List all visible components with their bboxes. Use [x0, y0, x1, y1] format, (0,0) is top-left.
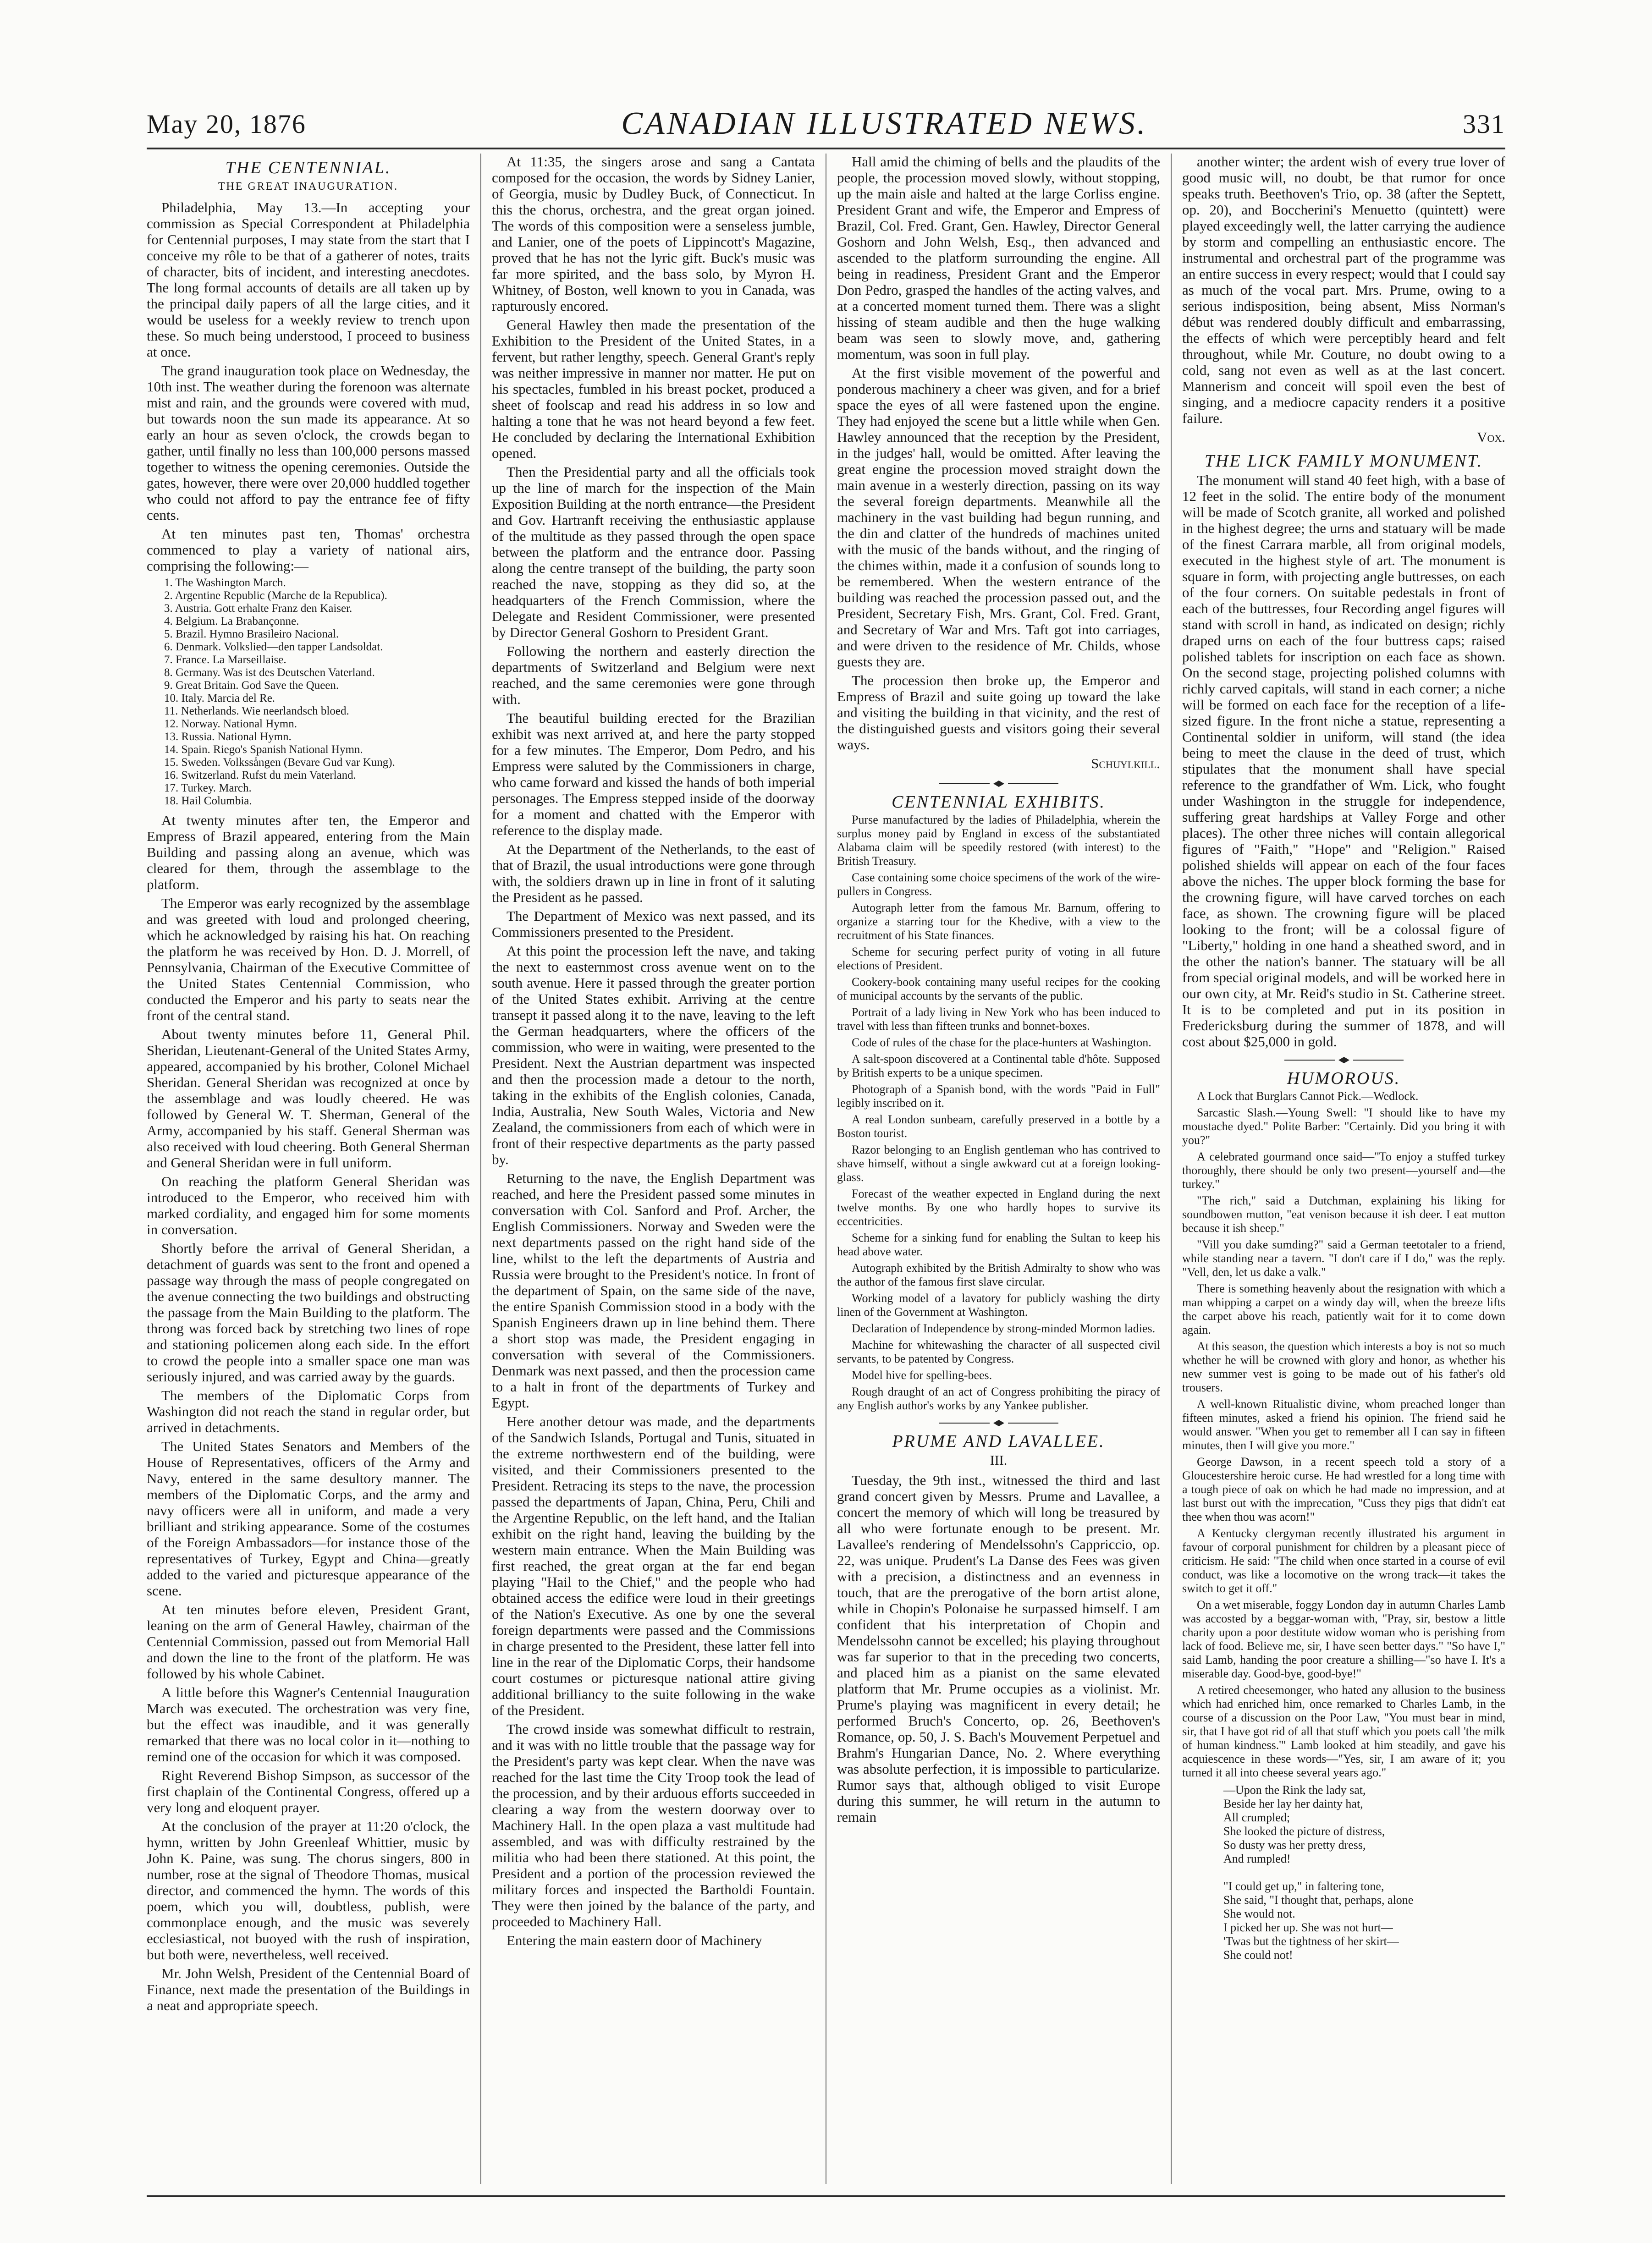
prume-part-number: III. — [990, 1453, 1008, 1468]
text-block: "Vill you dake sumding?" said a German teetotaler to a friend, while standing near a tavern. "I don't care if I do," was the reply. "Vell, den, let us dake a valk." — [1182, 1238, 1505, 1279]
column-divider — [480, 154, 481, 2184]
lick-paragraphs — [1182, 472, 1505, 1050]
columns — [147, 154, 1505, 2184]
text-block: 17. Turkey. March. — [164, 782, 252, 794]
anthem-list — [164, 577, 470, 808]
text-block: And rumpled! — [1223, 1852, 1291, 1865]
column-2 — [492, 154, 815, 2184]
exhibits-title: CENTENNIAL EXHIBITS. — [892, 792, 1106, 812]
text-block: The monument will stand 40 feet high, with a base of 12 feet in the solid. The entire body of the monument will be made of Scotch granite, all worked and polished in the highest degree; the urns and statuary will be made of the finest Carrara marble, all from original models, executed in the highest style of art. The monument is square in form, with projecting angle buttresses, on each of the four corners. On suitable pedestals in front of each of the buttresses, four Recording angel figures will stand with scroll in hand, as indicated on design; richly draped urns on each of the four buttress caps; raised polished tablets for inscription on each face as shown. On the second stage, projecting polished columns with richly carved capitals, will stand in each corner; a niche will be formed on each face for the reception of a life-sized figure. In the front niche a statue, representing a Continental soldier in uniform, will stand (the idea being to meet the clause in the deed of trust, which stipulates that the monument shall have special reference to the grandfather of Wm. Lick, who fought under Washington in the struggle for independence, suffering great hardships at Valley Forge and other places). The other three niches will contain allegorical figures of "Faith," "Hope" and "Religion." Raised polished shields will appear on each of the four faces above the niches. The upper block forming the base for the crowning figure, will have carved torches on each face, as shown. The crowning figure will be placed looking to the front; will be a colossal figure of "Liberty," holding in one hand a sheathed sword, and in the other the nation's banner. The statuary will be all from special original models, and will be worked here in our own city, at Mr. Reid's studio in St. Catherine street. It is to be completed and put in its position in Fredericksburg during the summer of 1878, and will cost about $25,000 in gold. — [1182, 472, 1505, 1050]
text-block — [1223, 1866, 1505, 1880]
text-block: —Upon the Rink the lady sat, — [1223, 1783, 1366, 1797]
text-block: A little before this Wagner's Centennial Inauguration March was executed. The orchestration was very fine, but the effect was inaudible, and it was generally remarked that there was no local color in it—nothing to remind one of the occasion for which it was composed. — [147, 1684, 470, 1765]
text-block: another winter; the ardent wish of every true lover of good music will, no doubt, be that rumor for once speaks truth. Beethoven's Trio, op. 38 (after the Septett, op. 20), and Boccherini's Menuetto (quintett) were played exceedingly well, the latter carrying the audience by storm and compelling an enthusiastic encore. The instrumental and orchestral part of the programme was an entire success in every respect; would that I could say as much of the vocal part. Mrs. Prume, owing to a serious indisposition, being absent, Miss Norman's début was rendered doubly difficult and embarrassing, the effects of which were perceptibly heard and felt throughout, while Mr. Couture, no doubt owing to a cold, sang not even as well as at the last concert. Mannerism and conceit will spoil even the best of singing, and a mediocre capacity renders it a positive failure. — [1182, 154, 1505, 426]
text-block: 4. Belgium. La Brabançonne. — [164, 615, 299, 627]
col3-paragraphs — [837, 154, 1160, 753]
text-block: 3. Austria. Gott erhalte Franz den Kaiser. — [164, 602, 352, 615]
text-block: Cookery-book containing many useful recipes for the cooking of municipal accounts by the servants of the public. — [837, 975, 1160, 1002]
col2-paragraphs — [492, 154, 815, 1948]
ornament-divider-icon — [1284, 1056, 1404, 1064]
text-block: At this season, the question which interests a boy is not so much whether he will be crowned with glory and honor, as whether his new summer vest is going to be made out of his father's old trousers. — [1182, 1340, 1505, 1394]
col1-paragraphs — [147, 199, 470, 574]
text-block: Shortly before the arrival of General Sheridan, a detachment of guards was sent to the front and opened a passage way through the mass of people congregated on the avenue connecting the two buildings and obstructing the passage from the Main Building to the platform. The throng was forced back by stretching two lines of rope and stationing policemen along each side. In the effort to crowd the people into a smaller space one man was seriously injured, and was carried away by the guards. — [147, 1240, 470, 1385]
text-block: 15. Sweden. Volkssången (Bevare Gud var Kung). — [164, 756, 395, 769]
text-block: The crowd inside was somewhat difficult to restrain, and it was with no little trouble that the passage way for the President's party was kept clear. When the nave was reached for the last time the City Troop took the lead of the procession, and by their arduous efforts succeeded in clearing a way from the western doorway over to Machinery Hall. In the open plaza a vast multitude had assembled, and was with difficulty restrained by the militia who had been there stationed. At this point, the President and a portion of the procession reviewed the military forces and inspected the Bartholdi Fountain. They were then joined by the balance of the party, and proceeded to Machinery Hall. — [492, 1721, 815, 1930]
humorous-list — [1182, 1089, 1505, 1780]
newspaper-title: CANADIAN ILLUSTRATED NEWS. — [621, 106, 1148, 141]
text-block: Right Reverend Bishop Simpson, as successor of the first chaplain of the Continental Congress, offered up a very long and eloquent prayer. — [147, 1767, 470, 1815]
text-block: 1. The Washington March. — [164, 577, 286, 589]
issue-date: May 20, 1876 — [147, 109, 306, 139]
column-divider — [1171, 154, 1172, 2184]
text-block: Following the northern and easterly direction the departments of Switzerland and Belgium were next reached, and the same ceremonies were gone through with. — [492, 643, 815, 707]
text-block: At the Department of the Netherlands, to the east of that of Brazil, the usual introductions were gone through with, the soldiers drawn up in line in front of it saluting the President as he passed. — [492, 841, 815, 905]
text-block: A celebrated gourmand once said—"To enjoy a stuffed turkey thoroughly, there should be only two present—yourself and—the turkey." — [1182, 1150, 1505, 1191]
column-1 — [147, 154, 470, 2184]
text-block: She said, "I thought that, perhaps, alone — [1223, 1893, 1414, 1907]
text-block: Autograph exhibited by the British Admiralty to show who was the author of the famous first slave circular. — [837, 1261, 1160, 1288]
masthead — [147, 103, 1505, 144]
text-block: Razor belonging to an English gentleman who has contrived to shave himself, without a single awkward cut at a foreign looking-glass. — [837, 1143, 1160, 1184]
text-block: At this point the procession left the nave, and taking the next to easternmost cross avenue went on to the south avenue. Here it passed through the greater portion of the United States exhibit. Arriving at the centre transept it passed along it to the nave, leaving to the left the German headquarters, where the officers of the commission, who were in waiting, were presented to the President. Next the Austrian department was inspected and then the procession made a detour to the north, taking in the exhibits of the English colonies, Canada, India, Australia, New South Wales, Victoria and New Zealand, the commissioners from each of which were in front of their respective departments as the party passed by. — [492, 943, 815, 1167]
text-block: The Department of Mexico was next passed, and its Commissioners presented to the President. — [492, 908, 815, 940]
text-block: George Dawson, in a recent speech told a story of a Gloucestershire heroic curse. He had wrestled for a long time with a tough piece of oak on which he had made no impression, and at last burst out with the imprecation, "Cuss they pigs that didn't eat thee when thou was acorn!" — [1182, 1455, 1505, 1523]
text-block: Forecast of the weather expected in England during the next twelve months. By one who hardly hopes to survive its eccentricities. — [837, 1187, 1160, 1228]
text-block: Sarcastic Slash.—Young Swell: "I should like to have my moustache dyed." Polite Barber: "Certainly. Did you bring it with you?" — [1182, 1106, 1505, 1147]
signature-vox: Vox. — [1477, 429, 1505, 445]
text-block: Returning to the nave, the English Department was reached, and here the President passed some minutes in conversation with Col. Sanford and Prof. Archer, the English Commissioners. Norway and Sweden were the next departments passed on the right hand side of the line, whilst to the left the departments of Austria and Russia were brought to the President's notice. In front of the department of Spain, on the same side of the nave, the entire Spanish Commission stood in a body with the Spanish Engineers drawn up in line behind them. There a short stop was made, the President engaging in conversation with several of the Commissioners. Denmark was next passed, and then the procession came to a halt in front of the departments of Turkey and Egypt. — [492, 1170, 815, 1411]
text-block: She could not! — [1223, 1948, 1293, 1962]
text-block: Then the Presidential party and all the officials took up the line of march for the inspection of the Main Exposition Building at the north entrance—the President and Gov. Hartranft receiving the enthusiastic applause of the multitude as they passed through the open space between the platform and the entrance door. Passing along the centre transept of the building, the party soon reached the nave, stopping as they did so, at the headquarters of the French Commission, where the Delegate and Resident Commissioner, were presented by Director General Goshorn to President Grant. — [492, 464, 815, 640]
text-block: The procession then broke up, the Emperor and Empress of Brazil and suite going up toward the lake and visiting the building in that vicinity, and the rest of the distinguished guests and visitors going their several ways. — [837, 672, 1160, 753]
text-block: General Hawley then made the presentation of the Exhibition to the President of the United States, in a fervent, but rather lengthy, speech. General Grant's reply was neither impressive in manner nor matter. He put on his spectacles, fumbled in his breast pocket, produced a sheet of foolscap and read his address in so low and halting a tone that he was not heard beyond a few feet. He concluded by declaring the International Exhibition opened. — [492, 317, 815, 461]
text-block: 11. Netherlands. Wie neerlandsch bloed. — [164, 705, 349, 717]
text-block: Photograph of a Spanish bond, with the words "Paid in Full" legibly inscribed on it. — [837, 1083, 1160, 1110]
text-block: Tuesday, the 9th inst., witnessed the third and last grand concert given by Messrs. Prume and Lavallee, a concert the memory of which will long be treasured by all who were fortunate enough to be present. Mr. Lavallee's rendering of Mendelssohn's Cappriccio, op. 22, was unique. Prudent's La Danse des Fees was given with a precision, a distinctness and an evenness in touch, that are the prerogative of the born artist alone, while in Chopin's Polonaise he surpassed himself. I am confident that his interpretation of Chopin and Mendelssohn cannot be excelled; his playing throughout was far superior to that in the preceding two concerts, and placed him as a pianist on the same elevated platform that Mr. Prume occupies as a violinist. Mr. Prume's playing was magnificent in every detail; he performed Bruch's Concerto, op. 26, Beethoven's Romance, op. 50, J. S. Bach's Mouvement Perpetuel and Brahm's Hungarian Dance, No. 2. Where everything was absolute perfection, it is impossible to particularize. Rumor says that, although obliged to visit Europe during this summer, he will return in the autumn to remain — [837, 1472, 1160, 1825]
text-block: 6. Denmark. Volkslied—den tapper Landsoldat. — [164, 641, 383, 653]
text-block: 8. Germany. Was ist des Deutschen Vaterland. — [164, 666, 375, 679]
text-block: Model hive for spelling-bees. — [852, 1369, 992, 1382]
text-block: 18. Hail Columbia. — [164, 795, 252, 807]
text-block: Scheme for a sinking fund for enabling the Sultan to keep his head above water. — [837, 1231, 1160, 1258]
text-block: A Kentucky clergyman recently illustrated his argument in favour of corporal punishment for children by a pleasant piece of criticism. He said: "The child when once started in a course of evil conduct, was like a locomotive on the wrong track—it takes the switch to get it off." — [1182, 1527, 1505, 1595]
text-block: The Emperor was early recognized by the assemblage and was greeted with loud and prolonged cheering, which he acknowledged by raising his hat. On reaching the platform he was received by Hon. D. J. Morrell, of Pennsylvania, Chairman of the Executive Committee of the United States Centennial Commission, who conducted the Emperor and his party to seats near the front of the central stand. — [147, 895, 470, 1023]
text-block: Machine for whitewashing the character of all suspected civil servants, to be patented by Congress. — [837, 1338, 1160, 1365]
text-block: All crumpled; — [1223, 1811, 1290, 1824]
column-3 — [837, 154, 1160, 2184]
text-block: Purse manufactured by the ladies of Philadelphia, wherein the surplus money paid by England in excess of the substantiated Alabama claim will be speedily restored (with interest) to the British Treasury. — [837, 813, 1160, 868]
text-block: 10. Italy. Marcia del Re. — [164, 692, 275, 704]
text-block: 16. Switzerland. Rufst du mein Vaterland. — [164, 769, 356, 781]
text-block: "The rich," said a Dutchman, explaining his liking for soundbowen mutton, "eat venison because it ish deer. I eat mutton because it ish sheep." — [1182, 1194, 1505, 1235]
text-block: Code of rules of the chase for the place-hunters at Washington. — [852, 1036, 1151, 1049]
prume-paragraphs — [837, 1472, 1160, 1825]
text-block: 7. France. La Marseillaise. — [164, 654, 286, 666]
text-block: At the conclusion of the prayer at 11:20 o'clock, the hymn, written by John Greenleaf Whittier, music by John K. Paine, was sung. The chorus singers, 800 in number, rose at the signal of Theodore Thomas, musical director, and commenced the hymn. The words of this poem, which you will, doubtless, publish, were commonplace enough, and the music was severely ecclesiastical, not buoyed with the rush of inspiration, but both were, nevertheless, well received. — [147, 1818, 470, 1963]
text-block: She looked the picture of distress, — [1223, 1825, 1385, 1838]
text-block: Declaration of Independence by strong-minded Mormon ladies. — [852, 1322, 1156, 1335]
exhibits-list — [837, 813, 1160, 1413]
text-block: So dusty was her pretty dress, — [1223, 1838, 1366, 1852]
text-block: At ten minutes past ten, Thomas' orchestra commenced to play a variety of national airs, comprising the following:— — [147, 526, 470, 574]
signature-schuylkill: Schuylkill. — [1091, 755, 1160, 771]
text-block: Case containing some choice specimens of the work of the wire-pullers in Congress. — [837, 871, 1160, 898]
lick-monument-title: THE LICK FAMILY MONUMENT. — [1204, 451, 1483, 471]
text-block: The beautiful building erected for the Brazilian exhibit was next arrived at, and here the party stopped for a few minutes. The Emperor, Dom Pedro, and his Empress were saluted by the Commissioners in charge, who came forward and kissed the hands of both imperial personages. The Empress stepped inside of the doorway for a moment and chatted with the Emperor with reference to the display made. — [492, 710, 815, 838]
text-block: A Lock that Burglars Cannot Pick.—Wedlock. — [1197, 1089, 1419, 1103]
text-block: A well-known Ritualistic divine, whom preached longer than fifteen minutes, asked a friend his opinion. The friend said he would answer. "When you get to remember all I can say in fifteen minutes, then I will give you more." — [1182, 1397, 1505, 1452]
text-block: Entering the main eastern door of Machinery — [507, 1932, 762, 1948]
text-block: Hall amid the chiming of bells and the plaudits of the people, the procession moved slowly, without stopping, up the main aisle and halted at the large Corliss engine. President Grant and wife, the Emperor and Empress of Brazil, Col. Fred. Grant, Gen. Hawley, Director General Goshorn and John Welsh, Esq., then advanced and ascended to the platform surrounding the engine. All being in readiness, President Grant and the Emperor Don Pedro, grasped the handles of the acting valves, and at a concerted moment turned them. There was a slight hissing of steam audible and then the huge walking beam was seen to slowly move, and, gathering momentum, was soon in full play. — [837, 154, 1160, 362]
text-block: At ten minutes before eleven, President Grant, leaning on the arm of General Hawley, chairman of the Centennial Commission, passed out from Memorial Hall and down the line to the front of the platform. He was followed by his whole Cabinet. — [147, 1601, 470, 1682]
text-block: 12. Norway. National Hymn. — [164, 718, 297, 730]
text-block: Mr. John Welsh, President of the Centennial Board of Finance, next made the presentation of the Buildings in a neat and appropriate speech. — [147, 1965, 470, 2013]
text-block: Here another detour was made, and the departments of the Sandwich Islands, Portugal and Tunis, situated in the extreme northwestern end of the building, were visited, and their Commissioners presented to the President. Retracing its steps to the nave, the procession passed the departments of Japan, China, Peru, Chili and the Argentine Republic, on the left hand, and the Italian exhibit on the right hand, leaving the building by the western main entrance. When the Main Building was first reached, the great organ at the far end began playing "Hail to the Chief," and the people who had obtained access the edifice were loud in their greetings of the Nation's Executive. As one by one the several foreign departments were passed and the Commissions in charge presented to the President, these latter fell into line in the rear of the Diplomatic Corps, their handsome court costumes or picturesque national attire giving additional brilliancy to the suite following in the wake of the President. — [492, 1413, 815, 1718]
col4-paragraphs — [1182, 154, 1505, 426]
text-block: Rough draught of an act of Congress prohibiting the piracy of any English author's works by any Yankee publisher. — [837, 1385, 1160, 1412]
page-number: 331 — [1462, 109, 1505, 139]
text-block: 5. Brazil. Hymno Brasileiro Nacional. — [164, 628, 339, 640]
text-block: About twenty minutes before 11, General Phil. Sheridan, Lieutenant-General of the United States Army, appeared, accompanied by his brother, Colonel Michael Sheridan. General Sheridan was recognized at once by the assemblage and was loudly cheered. He was followed by General W. T. Sherman, General of the Army, accompanied by his staff. General Sherman was also received with loud cheering. Both General Sherman and General Sheridan were in full uniform. — [147, 1026, 470, 1171]
text-block: Philadelphia, May 13.—In accepting your commission as Special Correspondent at Philadelphia for Centennial purposes, I may state from the start that I conceive my rôle to be that of a gatherer of notes, traits of character, bits of incident, and interesting anecdotes. The long formal accounts of details are all taken up by the principal daily papers of all the large cities, and it would be useless for a weekly review to trench upon these. So much being understood, I proceed to business at once. — [147, 199, 470, 360]
text-block: A real London sunbeam, carefully preserved in a bottle by a Boston tourist. — [837, 1113, 1160, 1140]
text-block: Working model of a lavatory for publicly washing the dirty linen of the Government at Washington. — [837, 1292, 1160, 1319]
text-block: There is something heavenly about the resignation with which a man whipping a carpet on a windy day will, when the breeze lifts the carpet above his reach, patiently wait for it to come down again. — [1182, 1282, 1505, 1336]
text-block: On reaching the platform General Sheridan was introduced to the Emperor, who received him with marked cordiality, and engaged him for some moments in conversation. — [147, 1173, 470, 1237]
text-block: Beside her lay her dainty hat, — [1223, 1797, 1363, 1810]
text-block: The grand inauguration took place on Wednesday, the 10th inst. The weather during the forenoon was alternate mist and rain, and the grounds were covered with mud, but towards noon the sun made its appearance. At so early an hour as seven o'clock, the crowds began to gather, until finally no less than 100,000 persons massed together to witness the opening ceremonies. Outside the gates, however, there were over 20,000 huddled together who could not afford to pay the entrance fee of fifty cents. — [147, 363, 470, 523]
header-rule — [147, 148, 1505, 149]
column-4 — [1182, 154, 1505, 2184]
text-block: At the first visible movement of the powerful and ponderous machinery a cheer was given, and for a brief space the eyes of all were fastened upon the engine. They had enjoyed the scene but a little while when Gen. Hawley announced that the reception by the President, in the judges' hall, would be omitted. After leaving the great engine the procession moved straight down the main avenue in a westerly direction, passing on its way the several foreign departments. Meanwhile all the machinery in the vast building had begun running, and the din and clatter of the hundreds of machines united with the music of the bands without, and the ringing of the chimes within, made it a confusion of sounds long to be remembered. When the western entrance of the building was reached the procession passed out, and the President, Secretary Fish, Mrs. Grant, Col. Fred. Grant, and Secretary of War and Mrs. Taft got into carriages, and were driven to the residence of Mr. Childs, whose guests they are. — [837, 365, 1160, 670]
text-block: Portrait of a lady living in New York who has been induced to travel with less than fifteen trunks and bonnet-boxes. — [837, 1006, 1160, 1033]
text-block: 14. Spain. Riego's Spanish National Hymn. — [164, 743, 363, 756]
text-block: "I could get up," in faltering tone, — [1223, 1880, 1384, 1893]
text-block: Scheme for securing perfect purity of voting in all future elections of President. — [837, 945, 1160, 972]
text-block: At 11:35, the singers arose and sang a Cantata composed for the occasion, the words by Sidney Lanier, of Georgia, music by Dudley Buck, of Connecticut. In this the chorus, orchestra, and the great organ joined. The words of this composition were a senseless jumble, and Lanier, one of the poets of Lippincott's Magazine, proved that he has not the lyric gift. Buck's music was far more spirited, and the bass solo, by Myron H. Whitney, of Boston, well known to you in Canada, was rapturously encored. — [492, 154, 815, 314]
col1-paragraphs-2 — [147, 812, 470, 2013]
text-block: A retired cheesemonger, who hated any allusion to the business which had enriched him, once remarked to Charles Lamb, in the course of a discussion on the Poor Law, "You must bear in mind, sir, that I have got rid of all that stuff which you poets call 'the milk of human kindness.'" Lamb looked at him steadily, and gave his acquiescence in these words—"Yes, sir, I am aware of it; you turned it all into cheese several years ago." — [1182, 1683, 1505, 1779]
text-block: The United States Senators and Members of the House of Representatives, officers of the Army and Navy, entered in the same desultory manner. The members of the Diplomatic Corps, and the army and navy officers were all in uniform, and made a very brilliant and striking appearance. Some of the costumes of the Foreign Ambassadors—for instance those of the representatives of Turkey, Egypt and China—greatly added to the varied and picturesque appearance of the scene. — [147, 1438, 470, 1599]
text-block: 13. Russia. National Hymn. — [164, 731, 292, 743]
text-block: Autograph letter from the famous Mr. Barnum, offering to organize a starring tour for the Khedive, with a view to the recruitment of his State finances. — [837, 901, 1160, 942]
centennial-title: THE CENTENNIAL. — [225, 158, 391, 177]
ornament-divider-icon — [939, 780, 1058, 788]
text-block: 2. Argentine Republic (Marche de la Republica). — [164, 589, 387, 602]
text-block: A salt-spoon discovered at a Continental table d'hôte. Supposed by British experts to be a unique specimen. — [837, 1052, 1160, 1079]
rink-poem — [1223, 1783, 1505, 1962]
text-block: The members of the Diplomatic Corps from Washington did not reach the stand in regular order, but arrived in detachments. — [147, 1387, 470, 1435]
text-block: At twenty minutes after ten, the Emperor and Empress of Brazil appeared, entering from the Main Building and passing along an avenue, which was cleared for them, through the assemblage to the platform. — [147, 812, 470, 892]
text-block: I picked her up. She was not hurt— — [1223, 1921, 1393, 1934]
centennial-subtitle: THE GREAT INAUGURATION. — [218, 181, 399, 192]
footer-rule — [147, 2195, 1505, 2197]
prume-title: PRUME AND LAVALLEE. — [892, 1432, 1105, 1451]
ornament-divider-icon — [939, 1419, 1058, 1427]
text-block: She would not. — [1223, 1907, 1295, 1920]
humorous-title: HUMOROUS. — [1287, 1069, 1401, 1088]
text-block: On a wet miserable, foggy London day in autumn Charles Lamb was accosted by a beggar-woman with, "Pray, sir, bestow a little charity upon a poor destitute widow woman who is perishing from lack of food. Believe me, sir, I have seen better days." "So have I," said Lamb, handing the poor creature a shilling—"so have I. It's a miserable day. Good-bye, good-bye!" — [1182, 1598, 1505, 1680]
text-block: 'Twas but the tightness of her skirt— — [1223, 1935, 1399, 1948]
text-block: 9. Great Britain. God Save the Queen. — [164, 679, 339, 692]
